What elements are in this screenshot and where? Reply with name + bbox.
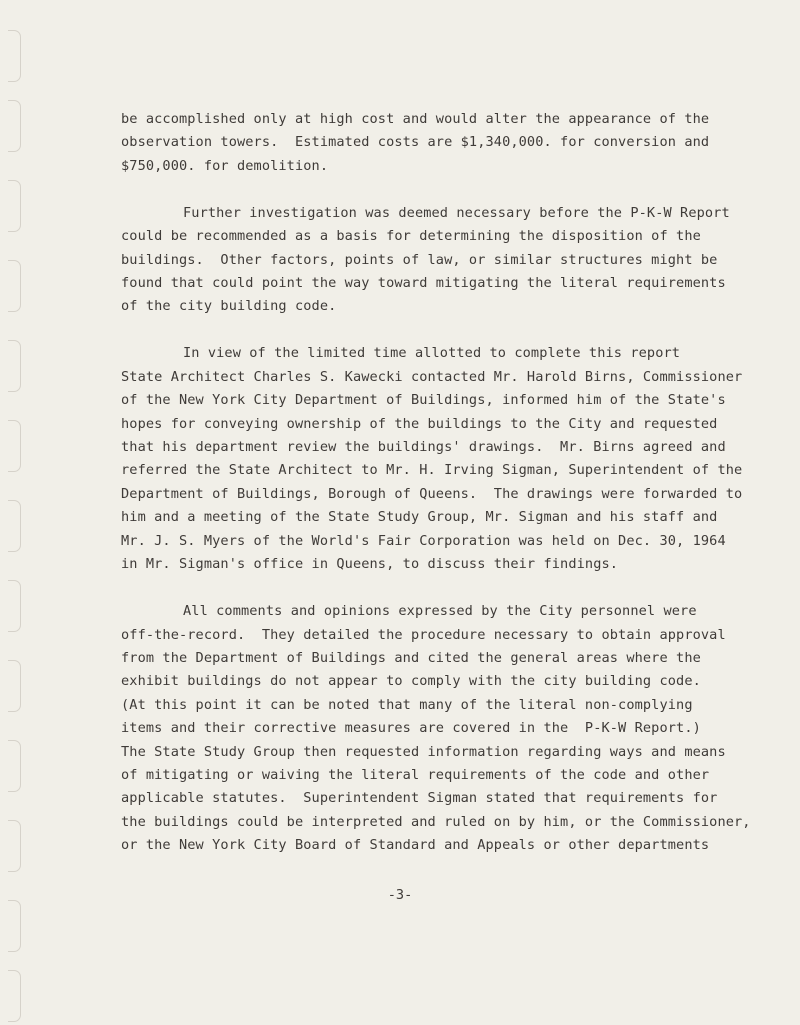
binder-hole: [8, 580, 21, 632]
text-line: observation towers. Estimated costs are $1,340,000. for conversion and: [121, 134, 710, 151]
text-line: hopes for conveying ownership of the buildings to the City and requested: [121, 415, 718, 432]
paragraph-gap: [121, 577, 761, 601]
text-line: referred the State Architect to Mr. H. Irving Sigman, Superintendent of the: [121, 462, 743, 479]
text-line: found that could point the way toward mitigating the literal requirements: [121, 275, 726, 292]
binder-hole: [8, 820, 21, 872]
text-line: in Mr. Sigman's office in Queens, to discuss their findings.: [121, 556, 619, 573]
binder-hole: [8, 340, 21, 392]
text-line: Mr. J. S. Myers of the World's Fair Corporation was held on Dec. 30, 1964: [121, 532, 726, 549]
text-line: from the Department of Buildings and cited the general areas where the: [121, 649, 701, 666]
binder-hole: [8, 900, 21, 952]
binder-hole: [8, 740, 21, 792]
text-line: off-the-record. They detailed the procedure necessary to obtain approval: [121, 626, 726, 643]
binder-hole: [8, 100, 21, 152]
text-line: exhibit buildings do not appear to comply with the city building code.: [121, 673, 701, 690]
text-line: the buildings could be interpreted and ruled on by him, or the Commissioner,: [121, 813, 751, 830]
page-number: -3-: [387, 887, 413, 903]
paragraph: [121, 342, 761, 576]
paragraph: [121, 202, 761, 319]
text-line: of mitigating or waiving the literal requirements of the code and other: [121, 766, 710, 783]
text-line: The State Study Group then requested information regarding ways and means: [121, 743, 726, 760]
text-line: him and a meeting of the State Study Group, Mr. Sigman and his staff and: [121, 509, 718, 526]
binder-hole: [8, 180, 21, 232]
binder-hole: [8, 420, 21, 472]
text-line: buildings. Other factors, points of law, or similar structures might be: [121, 251, 718, 268]
paragraph-gap: [121, 178, 761, 202]
binder-holes: [0, 0, 40, 1025]
text-line: or the New York City Board of Standard and Appeals or other departments: [121, 837, 710, 854]
text-line: of the city building code.: [121, 298, 337, 315]
text-line: (At this point it can be noted that many of the literal non-complying: [121, 696, 693, 713]
text-line: of the New York City Department of Buildings, informed him of the State's: [121, 392, 726, 409]
paragraph-gap: [121, 319, 761, 343]
text-line: could be recommended as a basis for determining the disposition of the: [121, 228, 701, 245]
text-line: be accomplished only at high cost and would alter the appearance of the: [121, 111, 710, 127]
text-line: All comments and opinions expressed by the City personnel were: [183, 603, 697, 620]
binder-hole: [8, 660, 21, 712]
text-line: State Architect Charles S. Kawecki contacted Mr. Harold Birns, Commissioner: [121, 368, 743, 385]
binder-hole: [8, 260, 21, 312]
paragraph: [121, 108, 761, 178]
text-line: Department of Buildings, Borough of Queens. The drawings were forwarded to: [121, 485, 743, 502]
text-line: In view of the limited time allotted to complete this report: [183, 345, 681, 362]
paragraph: [121, 600, 761, 857]
document-body: [121, 108, 761, 858]
text-line: applicable statutes. Superintendent Sigman stated that requirements for: [121, 790, 718, 807]
binder-hole: [8, 30, 21, 82]
text-line: that his department review the buildings' drawings. Mr. Birns agreed and: [121, 439, 726, 456]
binder-hole: [8, 970, 21, 1022]
text-line: items and their corrective measures are covered in the P-K-W Report.): [121, 720, 701, 737]
text-line: $750,000. for demolition.: [121, 157, 329, 174]
text-line: Further investigation was deemed necessary before the P-K-W Report: [183, 204, 730, 221]
binder-hole: [8, 500, 21, 552]
